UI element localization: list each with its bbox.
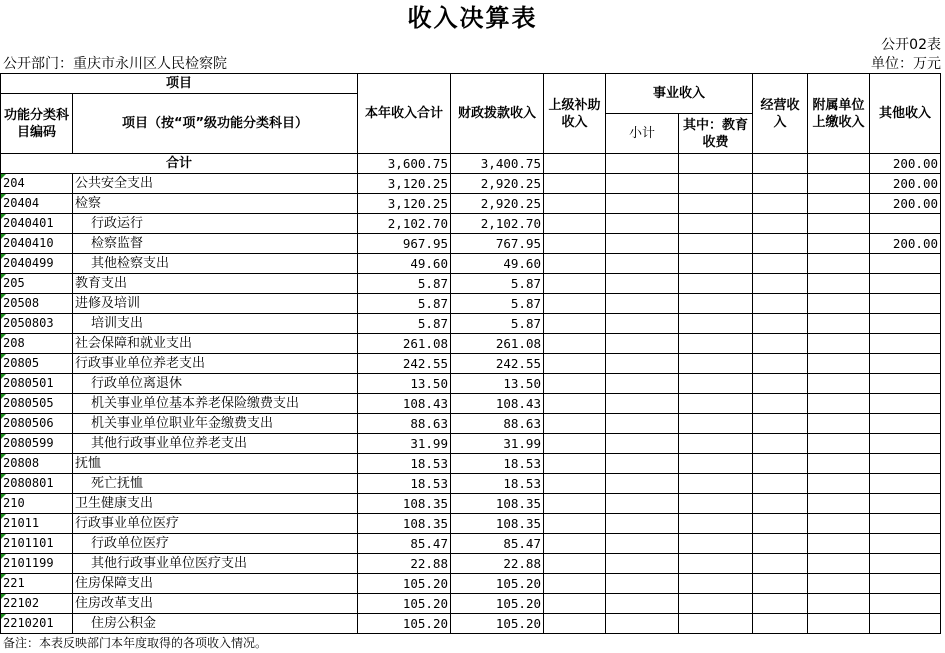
- row-operating-income: [753, 494, 808, 514]
- row-business-subtotal: [606, 314, 679, 334]
- row-total-income: 242.55: [358, 354, 451, 374]
- header-code: 功能分类科目编码: [1, 94, 73, 154]
- row-affiliated-income: [808, 454, 870, 474]
- row-business-subtotal: [606, 354, 679, 374]
- row-total-income: 88.63: [358, 414, 451, 434]
- row-operating-income: [753, 414, 808, 434]
- row-superior-subsidy: [544, 594, 606, 614]
- row-code: 210: [1, 494, 73, 514]
- row-name: 行政单位离退休: [73, 374, 358, 394]
- table-row: [1, 434, 941, 454]
- row-other-income: [870, 554, 941, 574]
- header-subtotal: 小计: [606, 114, 679, 154]
- row-name: 培训支出: [73, 314, 358, 334]
- row-code: 21011: [1, 514, 73, 534]
- row-operating-income: [753, 394, 808, 414]
- row-name: 其他行政事业单位医疗支出: [73, 554, 358, 574]
- row-total-income: 18.53: [358, 474, 451, 494]
- row-fiscal-income: 105.20: [451, 594, 544, 614]
- row-operating-income: [753, 594, 808, 614]
- row-code: 2080506: [1, 414, 73, 434]
- row-other-income: [870, 374, 941, 394]
- row-total-income: 108.35: [358, 514, 451, 534]
- row-name: 检察: [73, 194, 358, 214]
- row-education-fee: [679, 294, 753, 314]
- row-superior-subsidy: [544, 394, 606, 414]
- row-code: 208: [1, 334, 73, 354]
- row-operating-income: [753, 194, 808, 214]
- row-name: 卫生健康支出: [73, 494, 358, 514]
- row-operating-income: [753, 554, 808, 574]
- row-affiliated-income: [808, 234, 870, 254]
- row-code: 204: [1, 174, 73, 194]
- row-other-income: [870, 514, 941, 534]
- header-fiscal-income: 财政拨款收入: [451, 74, 544, 154]
- row-fiscal-income: 108.43: [451, 394, 544, 414]
- row-fiscal-income: 2,920.25: [451, 174, 544, 194]
- row-business-subtotal: [606, 294, 679, 314]
- table-row: [1, 374, 941, 394]
- table-row: [1, 174, 941, 194]
- row-other-income: [870, 574, 941, 594]
- table-row: [1, 554, 941, 574]
- row-business-subtotal: [606, 214, 679, 234]
- row-education-fee: [679, 594, 753, 614]
- row-total-income: 105.20: [358, 614, 451, 634]
- row-education-fee: [679, 494, 753, 514]
- row-business-subtotal: [606, 614, 679, 634]
- row-education-fee: [679, 574, 753, 594]
- row-operating-income: [753, 234, 808, 254]
- row-business-subtotal: [606, 554, 679, 574]
- row-operating-income: [753, 434, 808, 454]
- table-row: [1, 194, 941, 214]
- row-superior-subsidy: [544, 414, 606, 434]
- table-row: [1, 294, 941, 314]
- row-fiscal-income: 261.08: [451, 334, 544, 354]
- row-name: 进修及培训: [73, 294, 358, 314]
- table-row: [1, 394, 941, 414]
- row-name: 住房公积金: [73, 614, 358, 634]
- row-superior-subsidy: [544, 514, 606, 534]
- table-row: [1, 274, 941, 294]
- row-fiscal-income: 85.47: [451, 534, 544, 554]
- row-affiliated-income: [808, 434, 870, 454]
- row-code: 20808: [1, 454, 73, 474]
- row-business-subtotal: [606, 534, 679, 554]
- row-total-income: 261.08: [358, 334, 451, 354]
- row-affiliated-income: [808, 374, 870, 394]
- row-code: 2101101: [1, 534, 73, 554]
- row-code: 2080501: [1, 374, 73, 394]
- row-name: 机关事业单位基本养老保险缴费支出: [73, 394, 358, 414]
- row-other-income: [870, 254, 941, 274]
- row-total-income: 108.43: [358, 394, 451, 414]
- row-total-income: 85.47: [358, 534, 451, 554]
- row-affiliated-income: [808, 334, 870, 354]
- header-affiliated-income: 附属单位上缴收入: [808, 74, 870, 154]
- total-income-value: 3,600.75: [358, 154, 451, 174]
- row-fiscal-income: 105.20: [451, 574, 544, 594]
- row-affiliated-income: [808, 254, 870, 274]
- row-fiscal-income: 105.20: [451, 614, 544, 634]
- row-other-income: [870, 414, 941, 434]
- row-fiscal-income: 13.50: [451, 374, 544, 394]
- row-total-income: 105.20: [358, 574, 451, 594]
- row-affiliated-income: [808, 594, 870, 614]
- row-total-income: 3,120.25: [358, 174, 451, 194]
- row-business-subtotal: [606, 514, 679, 534]
- row-business-subtotal: [606, 594, 679, 614]
- row-operating-income: [753, 514, 808, 534]
- row-business-subtotal: [606, 174, 679, 194]
- row-other-income: [870, 434, 941, 454]
- row-superior-subsidy: [544, 614, 606, 634]
- row-other-income: [870, 274, 941, 294]
- row-business-subtotal: [606, 434, 679, 454]
- row-affiliated-income: [808, 274, 870, 294]
- table-row: [1, 234, 941, 254]
- row-name: 其他行政事业单位养老支出: [73, 434, 358, 454]
- row-code: 2040410: [1, 234, 73, 254]
- row-fiscal-income: 5.87: [451, 314, 544, 334]
- row-total-income: 31.99: [358, 434, 451, 454]
- row-name: 社会保障和就业支出: [73, 334, 358, 354]
- table-row: [1, 514, 941, 534]
- row-business-subtotal: [606, 394, 679, 414]
- total-other-value: 200.00: [870, 154, 941, 174]
- row-name: 抚恤: [73, 454, 358, 474]
- row-education-fee: [679, 214, 753, 234]
- row-education-fee: [679, 274, 753, 294]
- header-other-income: 其他收入: [870, 74, 941, 154]
- table-row: [1, 214, 941, 234]
- form-number: 公开02表: [881, 37, 941, 53]
- row-business-subtotal: [606, 374, 679, 394]
- row-name: 教育支出: [73, 274, 358, 294]
- row-operating-income: [753, 614, 808, 634]
- row-education-fee: [679, 314, 753, 334]
- row-operating-income: [753, 454, 808, 474]
- row-affiliated-income: [808, 534, 870, 554]
- row-education-fee: [679, 174, 753, 194]
- row-total-income: 13.50: [358, 374, 451, 394]
- row-business-subtotal: [606, 334, 679, 354]
- row-operating-income: [753, 354, 808, 374]
- row-affiliated-income: [808, 554, 870, 574]
- table-row: [1, 574, 941, 594]
- total-label: 合计: [1, 154, 358, 174]
- row-fiscal-income: 2,920.25: [451, 194, 544, 214]
- row-education-fee: [679, 614, 753, 634]
- row-fiscal-income: 108.35: [451, 514, 544, 534]
- row-operating-income: [753, 214, 808, 234]
- row-affiliated-income: [808, 314, 870, 334]
- row-other-income: [870, 294, 941, 314]
- row-operating-income: [753, 374, 808, 394]
- row-total-income: 967.95: [358, 234, 451, 254]
- row-code: 2050803: [1, 314, 73, 334]
- row-code: 2040401: [1, 214, 73, 234]
- header-total-income: 本年收入合计: [358, 74, 451, 154]
- total-fiscal-value: 3,400.75: [451, 154, 544, 174]
- row-education-fee: [679, 354, 753, 374]
- row-education-fee: [679, 414, 753, 434]
- row-other-income: [870, 314, 941, 334]
- row-education-fee: [679, 454, 753, 474]
- row-operating-income: [753, 474, 808, 494]
- row-superior-subsidy: [544, 574, 606, 594]
- row-name: 行政运行: [73, 214, 358, 234]
- row-fiscal-income: 18.53: [451, 474, 544, 494]
- row-education-fee: [679, 374, 753, 394]
- row-superior-subsidy: [544, 454, 606, 474]
- row-education-fee: [679, 554, 753, 574]
- row-fiscal-income: 88.63: [451, 414, 544, 434]
- row-other-income: 200.00: [870, 174, 941, 194]
- row-fiscal-income: 31.99: [451, 434, 544, 454]
- row-operating-income: [753, 314, 808, 334]
- row-business-subtotal: [606, 494, 679, 514]
- row-total-income: 3,120.25: [358, 194, 451, 214]
- row-education-fee: [679, 474, 753, 494]
- row-affiliated-income: [808, 194, 870, 214]
- table-row: [1, 414, 941, 434]
- row-other-income: 200.00: [870, 194, 941, 214]
- row-education-fee: [679, 254, 753, 274]
- row-total-income: 18.53: [358, 454, 451, 474]
- row-fiscal-income: 242.55: [451, 354, 544, 374]
- department-label: 公开部门：重庆市永川区人民检察院: [3, 56, 227, 72]
- row-total-income: 2,102.70: [358, 214, 451, 234]
- row-total-income: 5.87: [358, 294, 451, 314]
- row-fiscal-income: 22.88: [451, 554, 544, 574]
- row-superior-subsidy: [544, 374, 606, 394]
- row-name: 检察监督: [73, 234, 358, 254]
- row-fiscal-income: 767.95: [451, 234, 544, 254]
- row-affiliated-income: [808, 214, 870, 234]
- row-total-income: 5.87: [358, 274, 451, 294]
- row-superior-subsidy: [544, 354, 606, 374]
- table-row: [1, 334, 941, 354]
- row-business-subtotal: [606, 234, 679, 254]
- table-row: [1, 614, 941, 634]
- row-name: 死亡抚恤: [73, 474, 358, 494]
- report-title: 收入决算表: [407, 4, 538, 32]
- row-other-income: [870, 354, 941, 374]
- row-superior-subsidy: [544, 294, 606, 314]
- row-superior-subsidy: [544, 214, 606, 234]
- row-business-subtotal: [606, 474, 679, 494]
- table-row: [1, 494, 941, 514]
- row-code: 221: [1, 574, 73, 594]
- row-name: 行政事业单位医疗: [73, 514, 358, 534]
- header-item-group: 项目: [1, 74, 358, 94]
- row-affiliated-income: [808, 174, 870, 194]
- row-superior-subsidy: [544, 174, 606, 194]
- row-fiscal-income: 108.35: [451, 494, 544, 514]
- row-name: 行政单位医疗: [73, 534, 358, 554]
- row-code: 20805: [1, 354, 73, 374]
- row-other-income: 200.00: [870, 234, 941, 254]
- total-row: [1, 154, 941, 174]
- row-superior-subsidy: [544, 334, 606, 354]
- row-code: 2101199: [1, 554, 73, 574]
- table-row: [1, 314, 941, 334]
- row-superior-subsidy: [544, 194, 606, 214]
- row-other-income: [870, 214, 941, 234]
- row-superior-subsidy: [544, 274, 606, 294]
- row-affiliated-income: [808, 394, 870, 414]
- row-business-subtotal: [606, 274, 679, 294]
- row-name: 其他检察支出: [73, 254, 358, 274]
- row-operating-income: [753, 274, 808, 294]
- row-education-fee: [679, 334, 753, 354]
- row-name: 机关事业单位职业年金缴费支出: [73, 414, 358, 434]
- row-total-income: 108.35: [358, 494, 451, 514]
- row-other-income: [870, 394, 941, 414]
- header-education-fee: 其中：教育收费: [679, 114, 753, 154]
- row-code: 2080801: [1, 474, 73, 494]
- row-other-income: [870, 494, 941, 514]
- row-superior-subsidy: [544, 494, 606, 514]
- row-business-subtotal: [606, 454, 679, 474]
- footnote: 备注：本表反映部门本年度取得的各项收入情况。: [3, 636, 268, 650]
- unit-label: 单位：万元: [871, 56, 941, 72]
- row-code: 20404: [1, 194, 73, 214]
- table-row: [1, 454, 941, 474]
- row-code: 205: [1, 274, 73, 294]
- row-affiliated-income: [808, 614, 870, 634]
- row-education-fee: [679, 434, 753, 454]
- row-education-fee: [679, 534, 753, 554]
- row-affiliated-income: [808, 474, 870, 494]
- row-education-fee: [679, 234, 753, 254]
- table-row: [1, 354, 941, 374]
- row-superior-subsidy: [544, 314, 606, 334]
- header-item-name: 项目（按“项”级功能分类科目）: [73, 94, 358, 154]
- row-superior-subsidy: [544, 234, 606, 254]
- row-operating-income: [753, 574, 808, 594]
- row-fiscal-income: 5.87: [451, 274, 544, 294]
- income-table: [0, 73, 941, 634]
- row-education-fee: [679, 514, 753, 534]
- row-superior-subsidy: [544, 254, 606, 274]
- row-superior-subsidy: [544, 474, 606, 494]
- row-superior-subsidy: [544, 434, 606, 454]
- row-education-fee: [679, 394, 753, 414]
- row-code: 2040499: [1, 254, 73, 274]
- row-operating-income: [753, 294, 808, 314]
- row-name: 公共安全支出: [73, 174, 358, 194]
- row-business-subtotal: [606, 254, 679, 274]
- row-code: 2080505: [1, 394, 73, 414]
- row-fiscal-income: 18.53: [451, 454, 544, 474]
- row-total-income: 105.20: [358, 594, 451, 614]
- header-business-income: 事业收入: [606, 74, 753, 114]
- row-fiscal-income: 2,102.70: [451, 214, 544, 234]
- row-total-income: 5.87: [358, 314, 451, 334]
- row-other-income: [870, 614, 941, 634]
- row-business-subtotal: [606, 194, 679, 214]
- table-row: [1, 474, 941, 494]
- row-business-subtotal: [606, 574, 679, 594]
- row-education-fee: [679, 194, 753, 214]
- row-affiliated-income: [808, 414, 870, 434]
- row-business-subtotal: [606, 414, 679, 434]
- row-superior-subsidy: [544, 554, 606, 574]
- row-code: 22102: [1, 594, 73, 614]
- table-row: [1, 594, 941, 614]
- row-fiscal-income: 49.60: [451, 254, 544, 274]
- table-row: [1, 534, 941, 554]
- row-code: 2080599: [1, 434, 73, 454]
- row-operating-income: [753, 334, 808, 354]
- row-superior-subsidy: [544, 534, 606, 554]
- row-affiliated-income: [808, 494, 870, 514]
- row-operating-income: [753, 254, 808, 274]
- table-row: [1, 254, 941, 274]
- row-affiliated-income: [808, 354, 870, 374]
- row-total-income: 22.88: [358, 554, 451, 574]
- row-operating-income: [753, 534, 808, 554]
- row-name: 行政事业单位养老支出: [73, 354, 358, 374]
- header-operating-income: 经营收入: [753, 74, 808, 154]
- row-code: 2210201: [1, 614, 73, 634]
- header-superior-subsidy: 上级补助收入: [544, 74, 606, 154]
- row-other-income: [870, 454, 941, 474]
- row-total-income: 49.60: [358, 254, 451, 274]
- row-name: 住房改革支出: [73, 594, 358, 614]
- row-affiliated-income: [808, 514, 870, 534]
- row-operating-income: [753, 174, 808, 194]
- row-fiscal-income: 5.87: [451, 294, 544, 314]
- row-other-income: [870, 594, 941, 614]
- row-name: 住房保障支出: [73, 574, 358, 594]
- row-affiliated-income: [808, 294, 870, 314]
- row-other-income: [870, 334, 941, 354]
- row-affiliated-income: [808, 574, 870, 594]
- row-other-income: [870, 534, 941, 554]
- row-code: 20508: [1, 294, 73, 314]
- row-other-income: [870, 474, 941, 494]
